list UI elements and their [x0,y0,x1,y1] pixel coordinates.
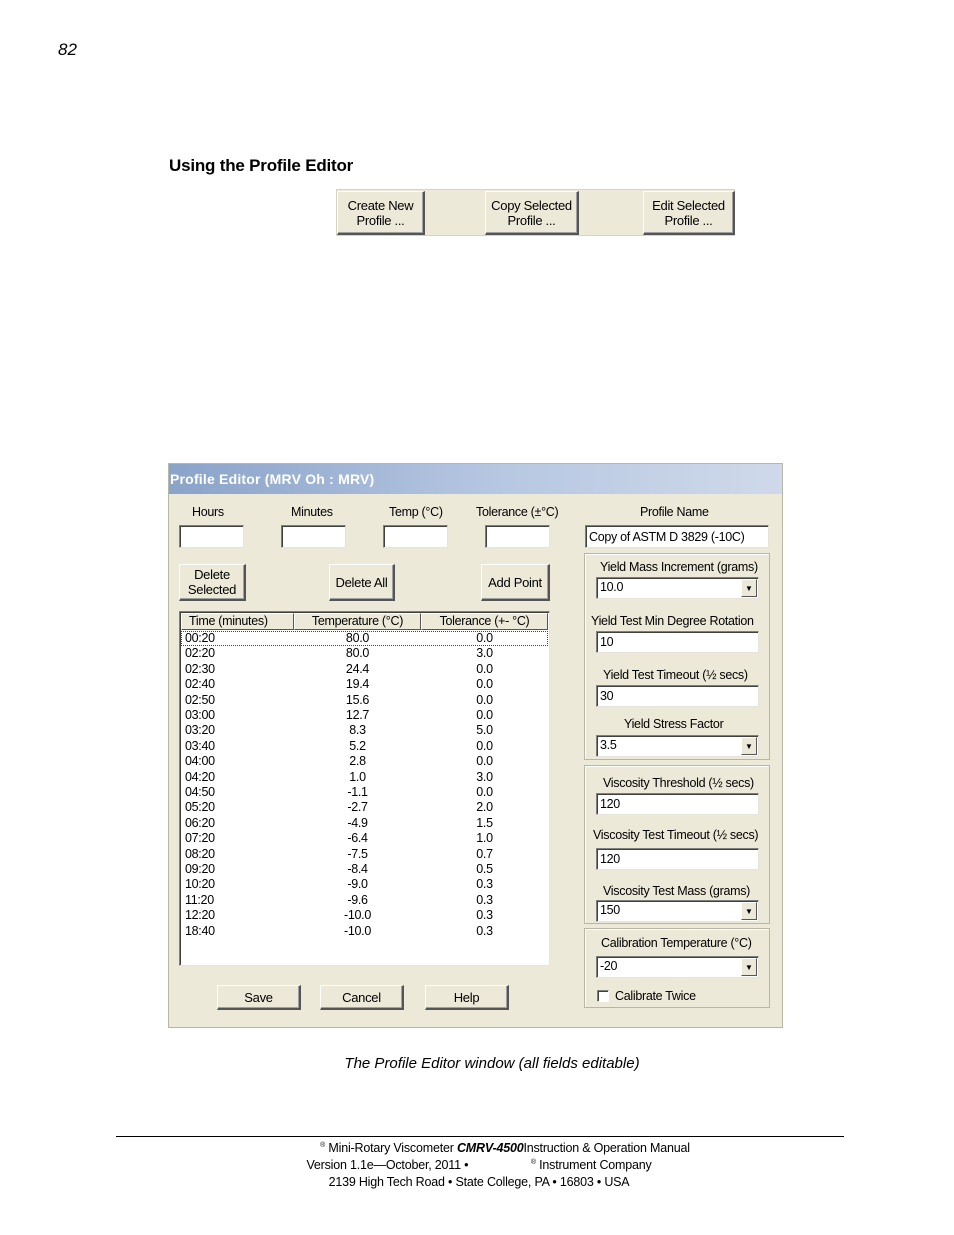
table-row[interactable] [181,631,548,646]
cell-time: 05:20 [185,800,215,815]
cell-temperature: 24.4 [345,661,370,676]
cell-temperature: -9.6 [347,892,368,907]
table-row[interactable] [181,723,548,738]
section-heading: Using the Profile Editor [169,156,354,175]
table-row[interactable] [181,877,548,892]
profile-name-input[interactable] [585,525,769,548]
table-row[interactable] [181,693,548,708]
cell-time: 08:20 [185,846,215,861]
table-row[interactable] [181,646,548,661]
visc-mass-value: 150 [596,900,759,922]
cell-temperature: -7.5 [347,846,368,861]
cell-time: 02:50 [185,692,215,707]
title-bar [169,464,782,494]
calibrate-twice-label: Calibrate Twice [615,989,696,1003]
cell-temperature: 5.2 [349,738,366,753]
profile-name-label: Profile Name [640,505,709,519]
table-row[interactable] [181,908,548,923]
col-head-tolerance[interactable]: Tolerance (+- °C) [421,613,548,630]
cell-temperature: 8.3 [349,723,366,738]
footer-product: Mini-Rotary Viscometer [328,1141,454,1155]
cell-time: 02:20 [185,646,215,661]
table-row[interactable] [181,816,548,831]
create-new-profile-button[interactable]: Create New Profile ... [337,191,425,235]
cell-tolerance: 0.0 [476,677,493,692]
cell-temperature: -10.0 [344,923,371,938]
figure-caption: The Profile Editor window (all fields editable) [344,1055,640,1072]
chevron-down-icon[interactable]: ▼ [741,958,757,976]
tolerance-label: Tolerance (±°C) [476,505,559,519]
chevron-down-icon[interactable]: ▼ [741,737,757,755]
cell-tolerance: 0.5 [476,862,493,876]
yield-settings-group [584,553,770,760]
footer-rule [116,1136,844,1137]
visc-threshold-label: Viscosity Threshold (½ secs) [603,776,754,790]
yield-stress-value: 3.5 [596,735,759,757]
footer-line-1 [0,1141,954,1155]
visc-timeout-input[interactable] [596,848,759,870]
table-row[interactable] [181,708,548,723]
table-row[interactable] [181,770,548,785]
cell-tolerance: 1.0 [476,831,493,846]
cell-time: 03:40 [185,738,215,753]
table-row[interactable] [181,924,548,939]
cell-tolerance: 0.0 [476,754,493,769]
tolerance-input[interactable] [485,525,550,548]
cell-temperature: -9.0 [347,877,368,892]
table-row[interactable] [181,862,548,877]
cell-time: 10:20 [185,877,215,892]
profile-button-strip [336,189,735,236]
yield-timeout-input[interactable] [596,685,759,707]
cell-temperature: -1.1 [347,785,368,799]
registered-mark: ® [320,1142,326,1149]
cell-tolerance: 0.0 [476,785,493,799]
cell-time: 04:50 [185,785,215,799]
cell-tolerance: 0.0 [476,692,493,707]
cancel-button[interactable]: Cancel [320,985,404,1010]
cell-time: 03:20 [185,723,215,738]
cell-time: 07:20 [185,831,215,846]
cell-tolerance: 0.3 [476,923,493,938]
yield-timeout-label: Yield Test Timeout (½ secs) [603,668,748,682]
cell-time: 06:20 [185,815,215,830]
cell-tolerance: 0.3 [476,877,493,892]
table-row[interactable] [181,754,548,769]
col-head-time[interactable]: Time (minutes) [181,613,294,630]
yield-min-rotation-input[interactable] [596,631,759,653]
footer-manual: Instruction & Operation Manual [523,1141,690,1155]
hours-label: Hours [192,505,224,519]
list-header [181,613,548,630]
calib-temp-label: Calibration Temperature (°C) [601,936,752,950]
cell-temperature: -6.4 [347,831,368,846]
window-title: Profile Editor (MRV Oh : MRV) [170,471,375,487]
cell-tolerance: 3.0 [476,769,493,784]
minutes-input[interactable] [281,525,346,548]
cell-time: 02:40 [185,677,215,692]
cell-temperature: -8.4 [347,862,368,876]
cell-temperature: 80.0 [345,646,370,661]
footer-company: Instrument Company [539,1158,652,1172]
visc-mass-select[interactable] [596,900,759,922]
cell-tolerance: 5.0 [476,723,493,738]
yield-stress-select[interactable] [596,735,759,757]
col-head-temperature[interactable]: Temperature (°C) [294,613,421,630]
profile-points-list[interactable] [179,611,550,966]
cell-tolerance: 3.0 [476,646,493,661]
table-row[interactable] [181,847,548,862]
minutes-label: Minutes [291,505,333,519]
calibration-settings-group [584,928,770,1008]
delete-all-button[interactable]: Delete All [329,564,395,601]
cell-time: 03:00 [185,708,215,722]
help-button[interactable]: Help [425,985,509,1010]
cell-time: 04:20 [185,769,215,784]
chevron-down-icon[interactable]: ▼ [741,902,757,920]
cell-temperature: 2.8 [349,754,366,769]
cell-tolerance: 0.0 [476,708,493,722]
cell-time: 18:40 [185,923,215,938]
cell-tolerance: 2.0 [476,800,493,815]
cell-temperature: 12.7 [345,708,370,722]
visc-threshold-input[interactable] [596,793,759,815]
visc-mass-label: Viscosity Test Mass (grams) [603,884,751,898]
yield-mass-value: 10.0 [596,577,759,599]
delete-selected-button[interactable]: Delete Selected [179,564,246,601]
cell-tolerance: 0.3 [476,908,493,923]
footer-address: 2139 High Tech Road • State College, PA • 16803 • USA [328,1175,630,1189]
add-point-button[interactable]: Add Point [481,564,550,601]
cell-tolerance: 0.0 [476,631,493,645]
temp-label: Temp (°C) [389,505,443,519]
cell-time: 04:00 [185,754,215,769]
temp-input[interactable] [383,525,448,548]
yield-mass-label: Yield Mass Increment (grams) [600,560,758,574]
cell-time: 11:20 [185,892,214,907]
cell-temperature: -4.9 [347,815,368,830]
footer-model: CMRV-4500 [456,1141,524,1155]
calib-temp-value: -20 [596,956,759,978]
footer-version: Version 1.1e—October, 2011 • [306,1158,469,1172]
table-row[interactable] [181,785,548,800]
calib-temp-select[interactable] [596,956,759,978]
table-row[interactable] [181,677,548,692]
table-row[interactable] [181,893,548,908]
cell-time: 00:20 [185,631,215,645]
cell-temperature: -10.0 [344,908,371,923]
table-row[interactable] [181,800,548,815]
cell-tolerance: 1.5 [476,815,493,830]
calibrate-twice-checkbox[interactable] [597,990,609,1002]
visc-timeout-label: Viscosity Test Timeout (½ secs) [593,828,759,842]
save-button[interactable]: Save [217,985,301,1010]
yield-min-rotation-label: Yield Test Min Degree Rotation [591,614,754,628]
table-row[interactable] [181,662,548,677]
profile-editor-window [168,463,783,1028]
registered-mark: ® [530,1159,536,1166]
cell-tolerance: 0.0 [476,661,493,676]
viscosity-settings-group [584,765,770,924]
yield-stress-label: Yield Stress Factor [624,717,724,731]
yield-mass-select[interactable] [596,577,759,599]
footer-line-2 [0,1158,954,1172]
cell-tolerance: 0.3 [476,892,493,907]
cell-time: 12:20 [185,908,215,923]
cell-temperature: -2.7 [347,800,368,815]
cell-temperature: 1.0 [349,769,366,784]
cell-time: 02:30 [185,661,215,676]
table-row[interactable] [181,739,548,754]
cell-tolerance: 0.7 [476,846,493,861]
hours-input[interactable] [179,525,244,548]
edit-selected-profile-button[interactable]: Edit Selected Profile ... [643,191,735,235]
cell-temperature: 15.6 [345,692,370,707]
copy-selected-profile-button[interactable]: Copy Selected Profile ... [485,191,579,235]
chevron-down-icon[interactable]: ▼ [741,579,757,597]
page-number: 82 [58,40,77,59]
cell-temperature: 80.0 [345,631,370,645]
cell-time: 09:20 [185,862,215,876]
cell-temperature: 19.4 [345,677,370,692]
cell-tolerance: 0.0 [476,738,493,753]
table-row[interactable] [181,831,548,846]
